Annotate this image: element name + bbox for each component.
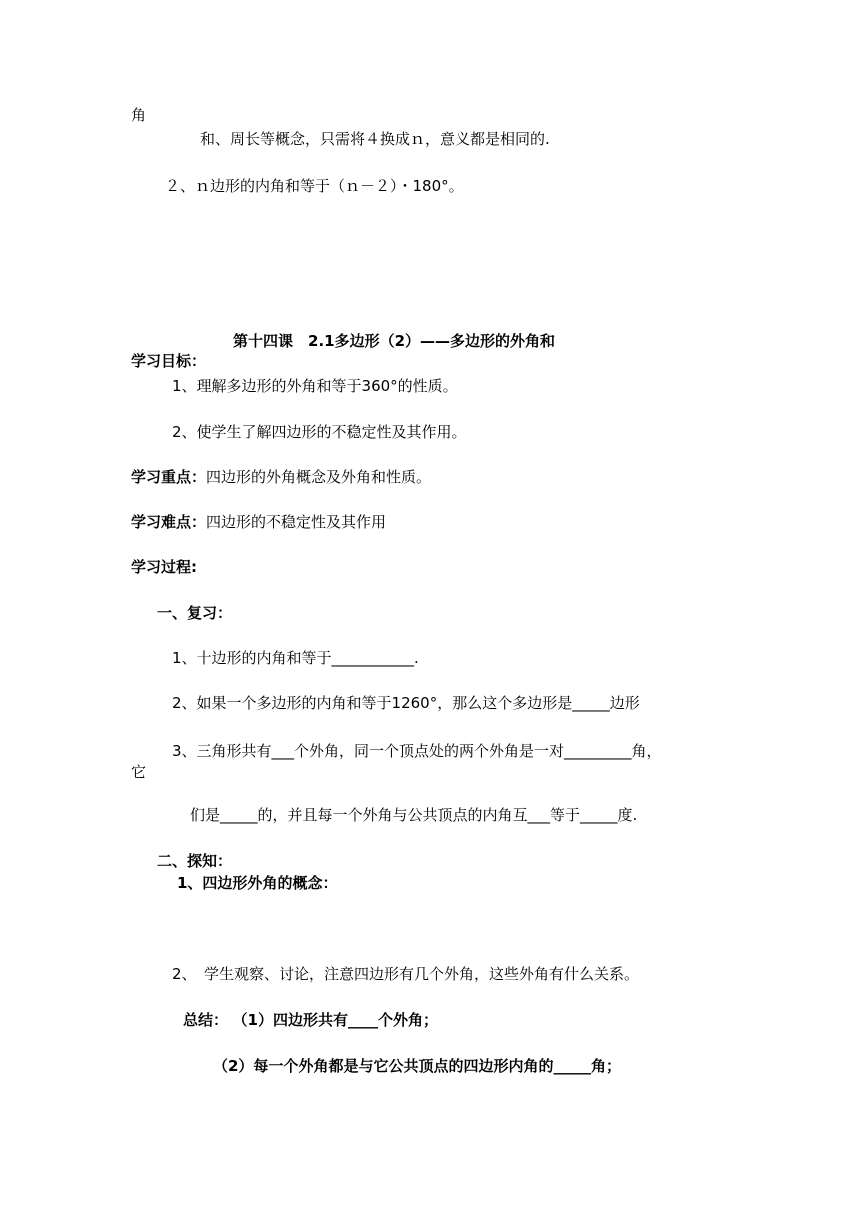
difficulty-label: 学习难点：	[131, 513, 207, 531]
review-question-3: 3、三角形共有___个外角，同一个顶点处的两个外角是一对_________角，	[172, 742, 662, 760]
review-question-2: 2、如果一个多边形的内角和等于1260°，那么这个多边形是_____边形	[172, 694, 640, 712]
process-heading: 学习过程:	[131, 558, 197, 576]
difficulty-text: 四边形的不稳定性及其作用	[206, 513, 387, 531]
lesson-title: 第十四课 2.1多边形（2）——多边形的外角和	[233, 332, 556, 350]
key-points-text: 四边形的外角概念及外角和性质。	[206, 468, 432, 486]
review-heading: 一、复习：	[157, 604, 233, 622]
objective-1: 1、理解多边形的外角和等于360°的性质。	[172, 377, 458, 395]
summary-line-1	[183, 1010, 438, 1030]
objective-2: 2、使学生了解四边形的不稳定性及其作用。	[172, 423, 467, 441]
objectives-heading: 学习目标：	[131, 352, 207, 370]
review-question-3-wrap: 它	[131, 763, 147, 781]
summary-item-2: （2）每一个外角都是与它公共顶点的四边形内角的_____角；	[213, 1057, 621, 1075]
key-points-label: 学习重点：	[131, 468, 207, 486]
key-points	[131, 467, 431, 487]
review-question-3-cont: 们是_____的，并且每一个外角与公共顶点的内角互___等于_____度.	[190, 806, 638, 824]
difficulty-points	[131, 512, 386, 532]
explore-item-1: 1、四边形外角的概念：	[177, 874, 338, 892]
explore-heading: 二、探知：	[157, 852, 233, 870]
intro-line-3: ２、ｎ边形的内角和等于（ｎ－２）・180°。	[165, 177, 464, 195]
intro-line-1: 角	[131, 106, 147, 124]
intro-line-2: 和、周长等概念，只需将４换成ｎ，意义都是相同的.	[200, 130, 550, 148]
summary-item-1: （1）四边形共有____个外角；	[240, 1011, 438, 1029]
review-question-1: 1、十边形的内角和等于___________.	[172, 649, 419, 667]
summary-label: 总结：	[183, 1011, 229, 1029]
explore-item-2: 2、 学生观察、讨论，注意四边形有几个外角，这些外角有什么关系。	[172, 965, 640, 983]
